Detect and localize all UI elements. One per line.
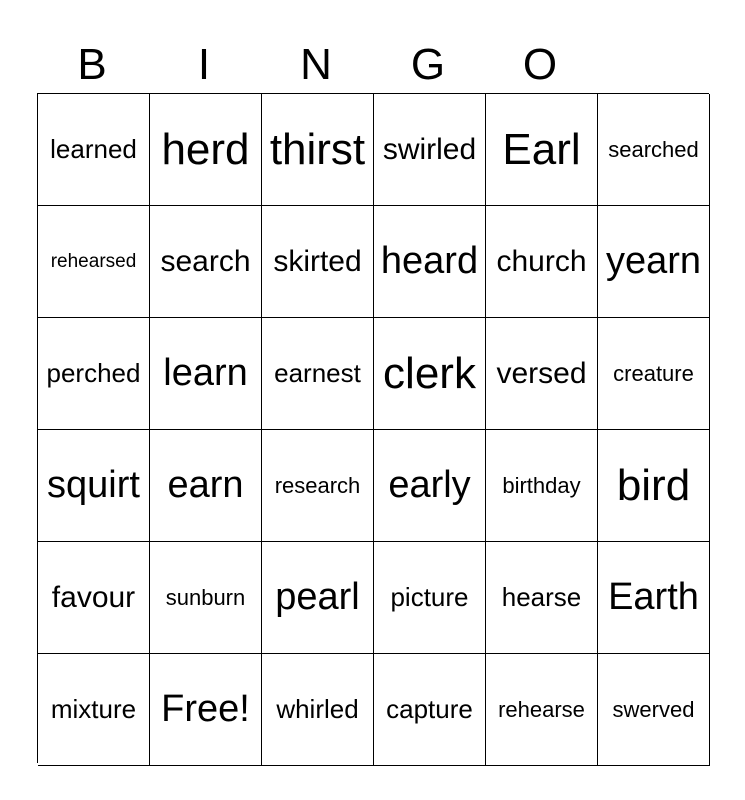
header-letter-i: I [197,40,211,89]
bingo-cell: searched [598,94,710,206]
free-space-cell: Free! [150,654,262,766]
bingo-cell: hearse [486,542,598,654]
bingo-cell: capture [374,654,486,766]
bingo-cell: thirst [262,94,374,206]
header-letter-b: B [77,40,107,89]
bingo-cell: mixture [38,654,150,766]
bingo-cell: early [374,430,486,542]
bingo-cell: earn [150,430,262,542]
bingo-cell: Earl [486,94,598,206]
bingo-cell: bird [598,430,710,542]
bingo-cell: favour [38,542,150,654]
bingo-board [37,93,709,763]
bingo-cell: rehearse [486,654,598,766]
bingo-cell: yearn [598,206,710,318]
bingo-cell: learn [150,318,262,430]
bingo-cell: earnest [262,318,374,430]
bingo-cell: creature [598,318,710,430]
bingo-cell: herd [150,94,262,206]
bingo-cell: perched [38,318,150,430]
bingo-cell: squirt [38,430,150,542]
bingo-cell: search [150,206,262,318]
bingo-cell: rehearsed [38,206,150,318]
bingo-cell: research [262,430,374,542]
bingo-cell: church [486,206,598,318]
bingo-cell: versed [486,318,598,430]
bingo-cell: birthday [486,430,598,542]
bingo-cell: swerved [598,654,710,766]
bingo-header [36,40,596,90]
bingo-cell: swirled [374,94,486,206]
bingo-cell: skirted [262,206,374,318]
bingo-cell: heard [374,206,486,318]
header-letter-g: G [410,40,446,89]
bingo-cell: clerk [374,318,486,430]
bingo-cell: sunburn [150,542,262,654]
bingo-cell: picture [374,542,486,654]
header-letter-n: N [300,40,332,89]
header-letter-o: O [522,40,558,89]
bingo-cell: pearl [262,542,374,654]
bingo-cell: Earth [598,542,710,654]
bingo-cell: learned [38,94,150,206]
bingo-cell: whirled [262,654,374,766]
